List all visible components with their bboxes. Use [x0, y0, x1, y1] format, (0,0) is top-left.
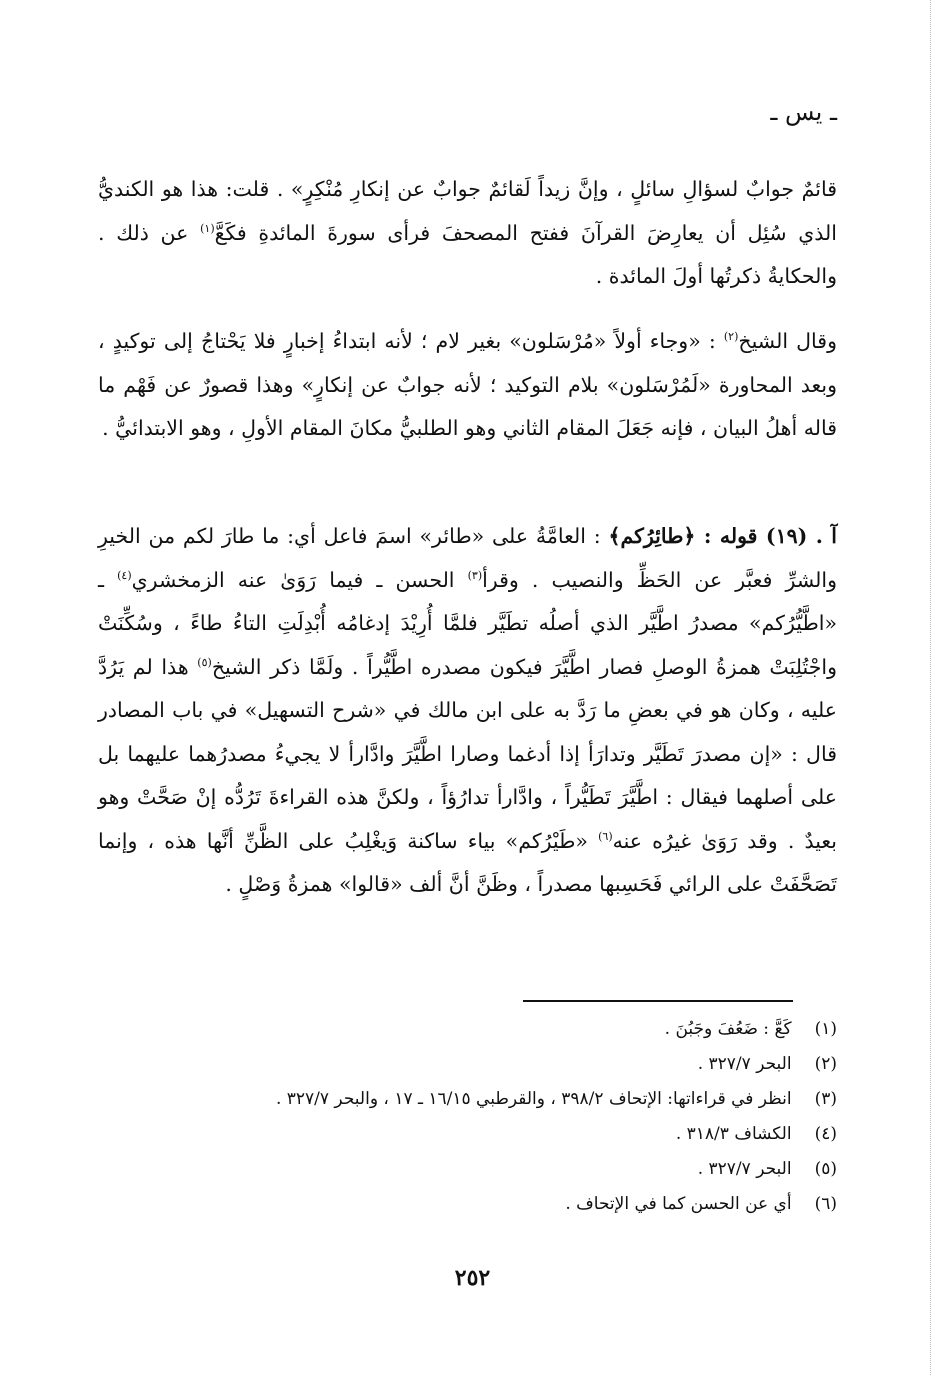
footnote-item — [98, 1047, 837, 1082]
footnote-number: (٣) — [814, 1089, 837, 1109]
footnote-text: أي عن الحسن كما في الإتحاف . — [565, 1194, 792, 1214]
paragraph-1-text: قائمٌ جوابٌ لسؤالِ سائلٍ ، وإنَّ زيداً لَقائمٌ جوابٌ عن إنكارِ مُنْكِرٍ» . قلت: هذا هو الكنديُّ الذي سُئِل أن يعارِضَ القرآنَ ففتح المصحفَ فرأى سورةَ المائدةِ فكَعَّ — [98, 177, 837, 245]
footnote-ref-3[interactable]: (٣) — [467, 568, 483, 582]
footnote-number: (٦) — [814, 1194, 837, 1214]
footnote-ref-4[interactable]: (٤) — [117, 568, 132, 582]
footnote-number: (٤) — [814, 1124, 837, 1144]
footnote-text: كَعَّ : ضَعُفَ وجَبُنَ . — [664, 1019, 792, 1039]
paragraph-3-part-b: الحسن ـ فيما رَوَىٰ عنه الزمخشري — [131, 567, 468, 592]
footnote-ref-2[interactable]: (٢) — [723, 330, 739, 344]
footnote-item — [98, 1117, 837, 1152]
footnote-text: البحر ٣٢٧/٧ . — [697, 1159, 792, 1179]
paragraph-3 — [98, 515, 837, 907]
paragraph-3-part-c: ـ «اطَّيُّرُكم» مصدرُ اطَّيَّر الذي أصلُه تطَيَّر فلمَّا أُرِيْدَ إدغامُه أُبْدِلَتِ التاءُ طاءً ، وسُكِّنَتْ واجْتُلِبَتْ همزةُ الوصلِ فصار اطَّيَّرَ فيكون مصدره اطَّيُّراً . ولَمَّا ذكر الشيخ — [98, 567, 837, 679]
paragraph-1 — [98, 168, 837, 299]
paragraph-3-part-e: «طَيْرُكم» بياء ساكنة وَيغْلِبُ على الظَّنِّ أنَّها هذه ، وإنما تَصَحَّفَتْ على الرائي فَحَسِبها مصدراً ، وظَنَّ أنَّ ألف «قالوا» همزةُ وَصْلٍ . — [98, 828, 837, 896]
footnote-text: البحر ٣٢٧/٧ . — [697, 1054, 792, 1074]
scan-edge-line — [930, 0, 932, 1375]
paragraph-2-start: وقال الشيخ — [738, 329, 837, 353]
paragraph-3-part-d: هذا لم يَرُدَّ عليه ، وكان هو في بعضِ ما رَدَّ به على ابن مالك في «شرح التسهيل» في باب المصادر قال : «إن مصدرَ تَطَيَّر وتدارَأ إذا أدغما وصارا اطَّيَّرَ وادَّارأ لا يجيءُ مصدرُهما عليهما بل على أصلهما فيقال : اطَّيَّرَ تَطَيُّراً ، وادَّارأ تدارُؤاً ، ولكنَّ هذه القراءةَ تَرُدُّه إنْ صَحَّتْ وهو بعيدٌ . وقد رَوَىٰ غيرُه عنه — [98, 654, 838, 853]
paragraph-3-part-a: : العامَّةُ على «طائر» اسمَ فاعل أي: ما طارَ لكم من الخيرِ والشرِّ فعبَّر عن الحَظِّ والنصيب . وقرأ — [98, 524, 838, 592]
footnote-item — [98, 1152, 837, 1187]
footnote-item — [98, 1187, 837, 1222]
footnote-number: (٥) — [814, 1159, 837, 1179]
page-number: ٢٥٢ — [454, 1265, 491, 1291]
footnote-number: (١) — [814, 1019, 837, 1039]
footnote-item — [98, 1082, 837, 1117]
footnote-ref-5[interactable]: (٥) — [197, 655, 212, 669]
paragraph-2 — [98, 320, 837, 451]
footnote-number: (٢) — [814, 1054, 837, 1074]
paragraph-2-text: : «وجاء أولاً «مُرْسَلون» بغير لام ؛ لأنه ابتداءُ إخبارٍ فلا يَحْتاجُ إلى توكيدٍ ، وبعد المحاورة «لَمُرْسَلون» بلام التوكيد ؛ لأنه جوابٌ عن إنكارٍ» وهذا قصورٌ عن فَهْم ما قاله أهلُ البيان ، فإنه جَعَلَ المقام الثاني وهو الطلبيُّ مكانَ المقام الأولِ ، وهو الابتدائيُّ . — [98, 329, 837, 440]
footnote-divider — [523, 1000, 793, 1002]
footnote-item — [98, 1012, 837, 1047]
footnote-ref-6[interactable]: (٦) — [598, 829, 613, 843]
footnote-text: انظر في قراءاتها: الإتحاف ٣٩٨/٢ ، والقرطبي ١٦/١٥ ـ ١٧ ، والبحر ٣٢٧/٧ . — [275, 1089, 792, 1109]
running-header: ـ يس ـ — [770, 98, 837, 126]
verse-label: آ . (١٩) قوله : ﴿طائِرُكم﴾ — [608, 524, 837, 548]
footnote-text: الكشاف ٣١٨/٣ . — [675, 1124, 792, 1144]
footnotes-list — [98, 1012, 837, 1222]
footnote-ref-1[interactable]: (١) — [200, 221, 215, 235]
paragraph-1-end: عن ذلك . والحكايةُ ذكرتُها أولَ المائدة . — [98, 220, 837, 288]
